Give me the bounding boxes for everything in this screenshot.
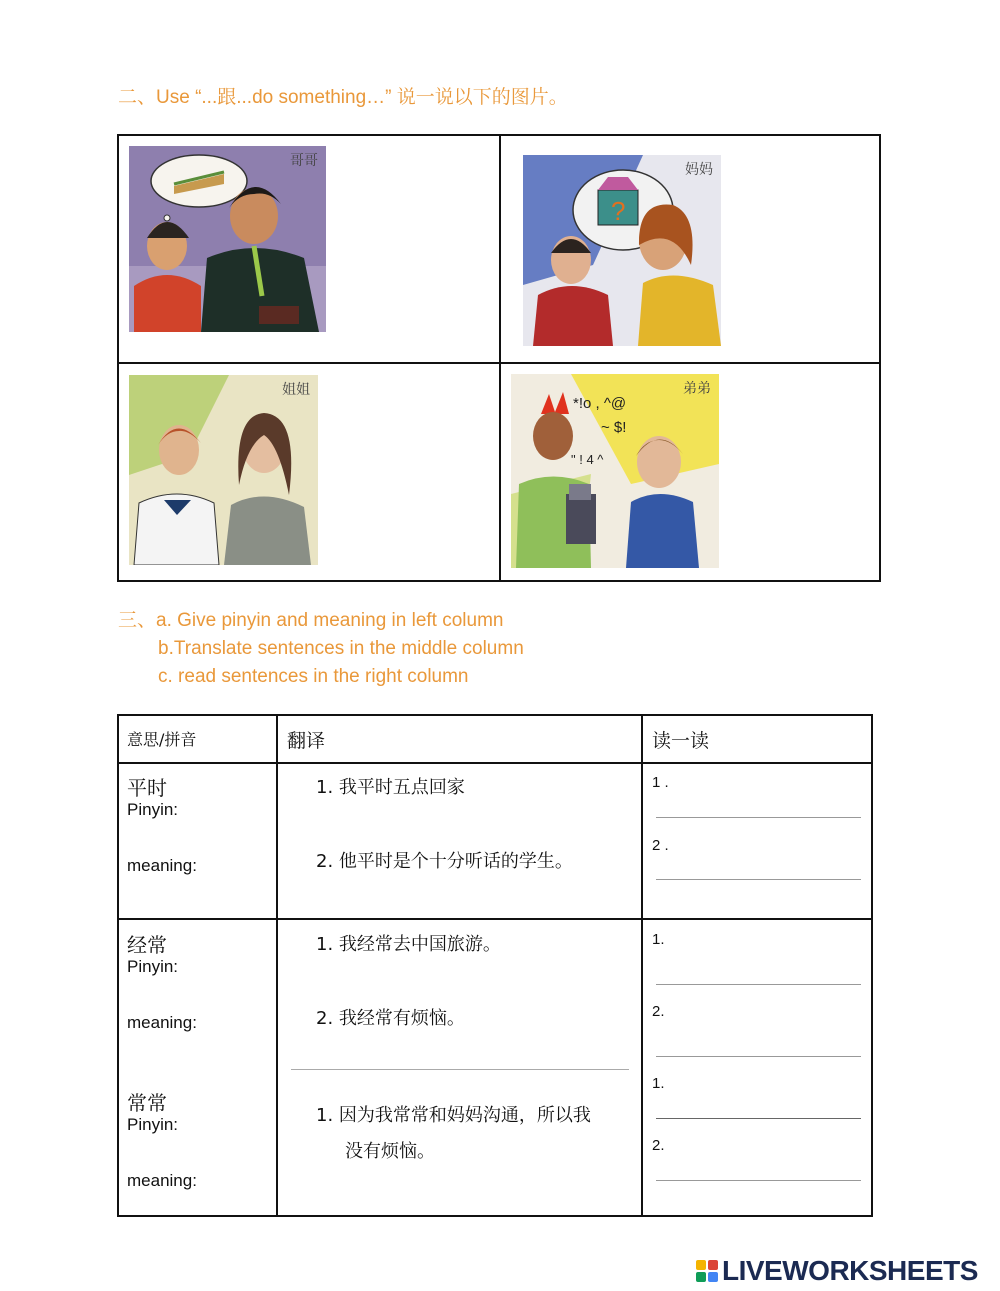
- answer-line[interactable]: [656, 1056, 861, 1057]
- pinyin-label: Pinyin:: [127, 1115, 179, 1134]
- vocab-word: 经常: [127, 933, 167, 957]
- meaning-label: meaning:: [127, 1171, 197, 1190]
- sentence: 1. 我平时五点回家: [316, 777, 465, 798]
- answer-line[interactable]: [656, 817, 861, 818]
- meaning-label: meaning:: [127, 856, 197, 875]
- answer-line[interactable]: [656, 1118, 861, 1119]
- svg-text:" ! 4 ^: " ! 4 ^: [571, 452, 604, 467]
- answer-line[interactable]: [656, 1180, 861, 1181]
- read-number: 2.: [652, 1137, 665, 1154]
- logo-mark-icon: [696, 1260, 718, 1282]
- table-divider: [641, 716, 643, 1215]
- table-divider: [119, 762, 871, 764]
- instruction-b: b.Translate sentences in the middle column: [158, 638, 524, 659]
- svg-text:~ $!: ~ $!: [601, 419, 627, 436]
- grid-divider-vertical: [499, 136, 501, 580]
- sentence: 2. 他平时是个十分听话的学生。: [316, 851, 573, 872]
- header-read: 读一读: [652, 730, 710, 752]
- sentence: 1. 因为我常常和妈妈沟通，所以我: [316, 1105, 591, 1126]
- picture-label: 妈妈: [685, 162, 713, 178]
- instruction-c: c. read sentences in the right column: [158, 666, 469, 687]
- header-translate: 翻译: [287, 730, 326, 752]
- logo-square: [696, 1272, 706, 1282]
- grid-divider-horizontal: [119, 362, 879, 364]
- read-number: 1 .: [652, 774, 669, 791]
- picture-label: 弟弟: [683, 381, 711, 397]
- logo-square: [696, 1260, 706, 1270]
- image-grid: [117, 134, 881, 582]
- logo-text: LIVEWORKSHEETS: [722, 1255, 978, 1286]
- sentence: 2. 我经常有烦恼。: [316, 1008, 465, 1029]
- instruction-a: 三、a. Give pinyin and meaning in left column: [118, 610, 504, 631]
- section2-heading: 二、Use “...跟...do something…” 说一说以下的图片。: [118, 87, 568, 108]
- read-number: 2 .: [652, 837, 669, 854]
- vocabulary-table: [117, 714, 873, 1217]
- picture-label: 哥哥: [290, 153, 318, 169]
- svg-text:*!o , ^@: *!o , ^@: [573, 395, 627, 412]
- logo-square: [708, 1260, 718, 1270]
- pinyin-label: Pinyin:: [127, 957, 179, 976]
- read-number: 1.: [652, 931, 665, 948]
- meaning-label: meaning:: [127, 1013, 197, 1032]
- table-divider: [276, 716, 278, 1215]
- vocab-word: 平时: [127, 776, 167, 800]
- table-divider: [119, 918, 871, 920]
- sentence: 没有烦恼。: [345, 1141, 435, 1162]
- header-meaning-pinyin: 意思/拼音: [127, 730, 197, 749]
- answer-line[interactable]: [656, 879, 861, 880]
- separator-line: [291, 1069, 629, 1070]
- read-number: 1.: [652, 1075, 665, 1092]
- answer-line[interactable]: [656, 984, 861, 985]
- picture-sister: [129, 375, 318, 565]
- sentence: 1. 我经常去中国旅游。: [316, 934, 501, 955]
- picture-brother: [129, 146, 326, 332]
- pinyin-label: Pinyin:: [127, 800, 179, 819]
- read-number: 2.: [652, 1003, 665, 1020]
- picture-younger-brother: [511, 374, 719, 568]
- logo-square: [708, 1272, 718, 1282]
- picture-label: 姐姐: [282, 382, 310, 398]
- vocab-word: 常常: [127, 1091, 167, 1115]
- section3-instructions: [118, 607, 524, 691]
- svg-text:?: ?: [611, 196, 626, 226]
- picture-mother: [523, 155, 721, 346]
- liveworksheets-logo: [696, 1255, 978, 1287]
